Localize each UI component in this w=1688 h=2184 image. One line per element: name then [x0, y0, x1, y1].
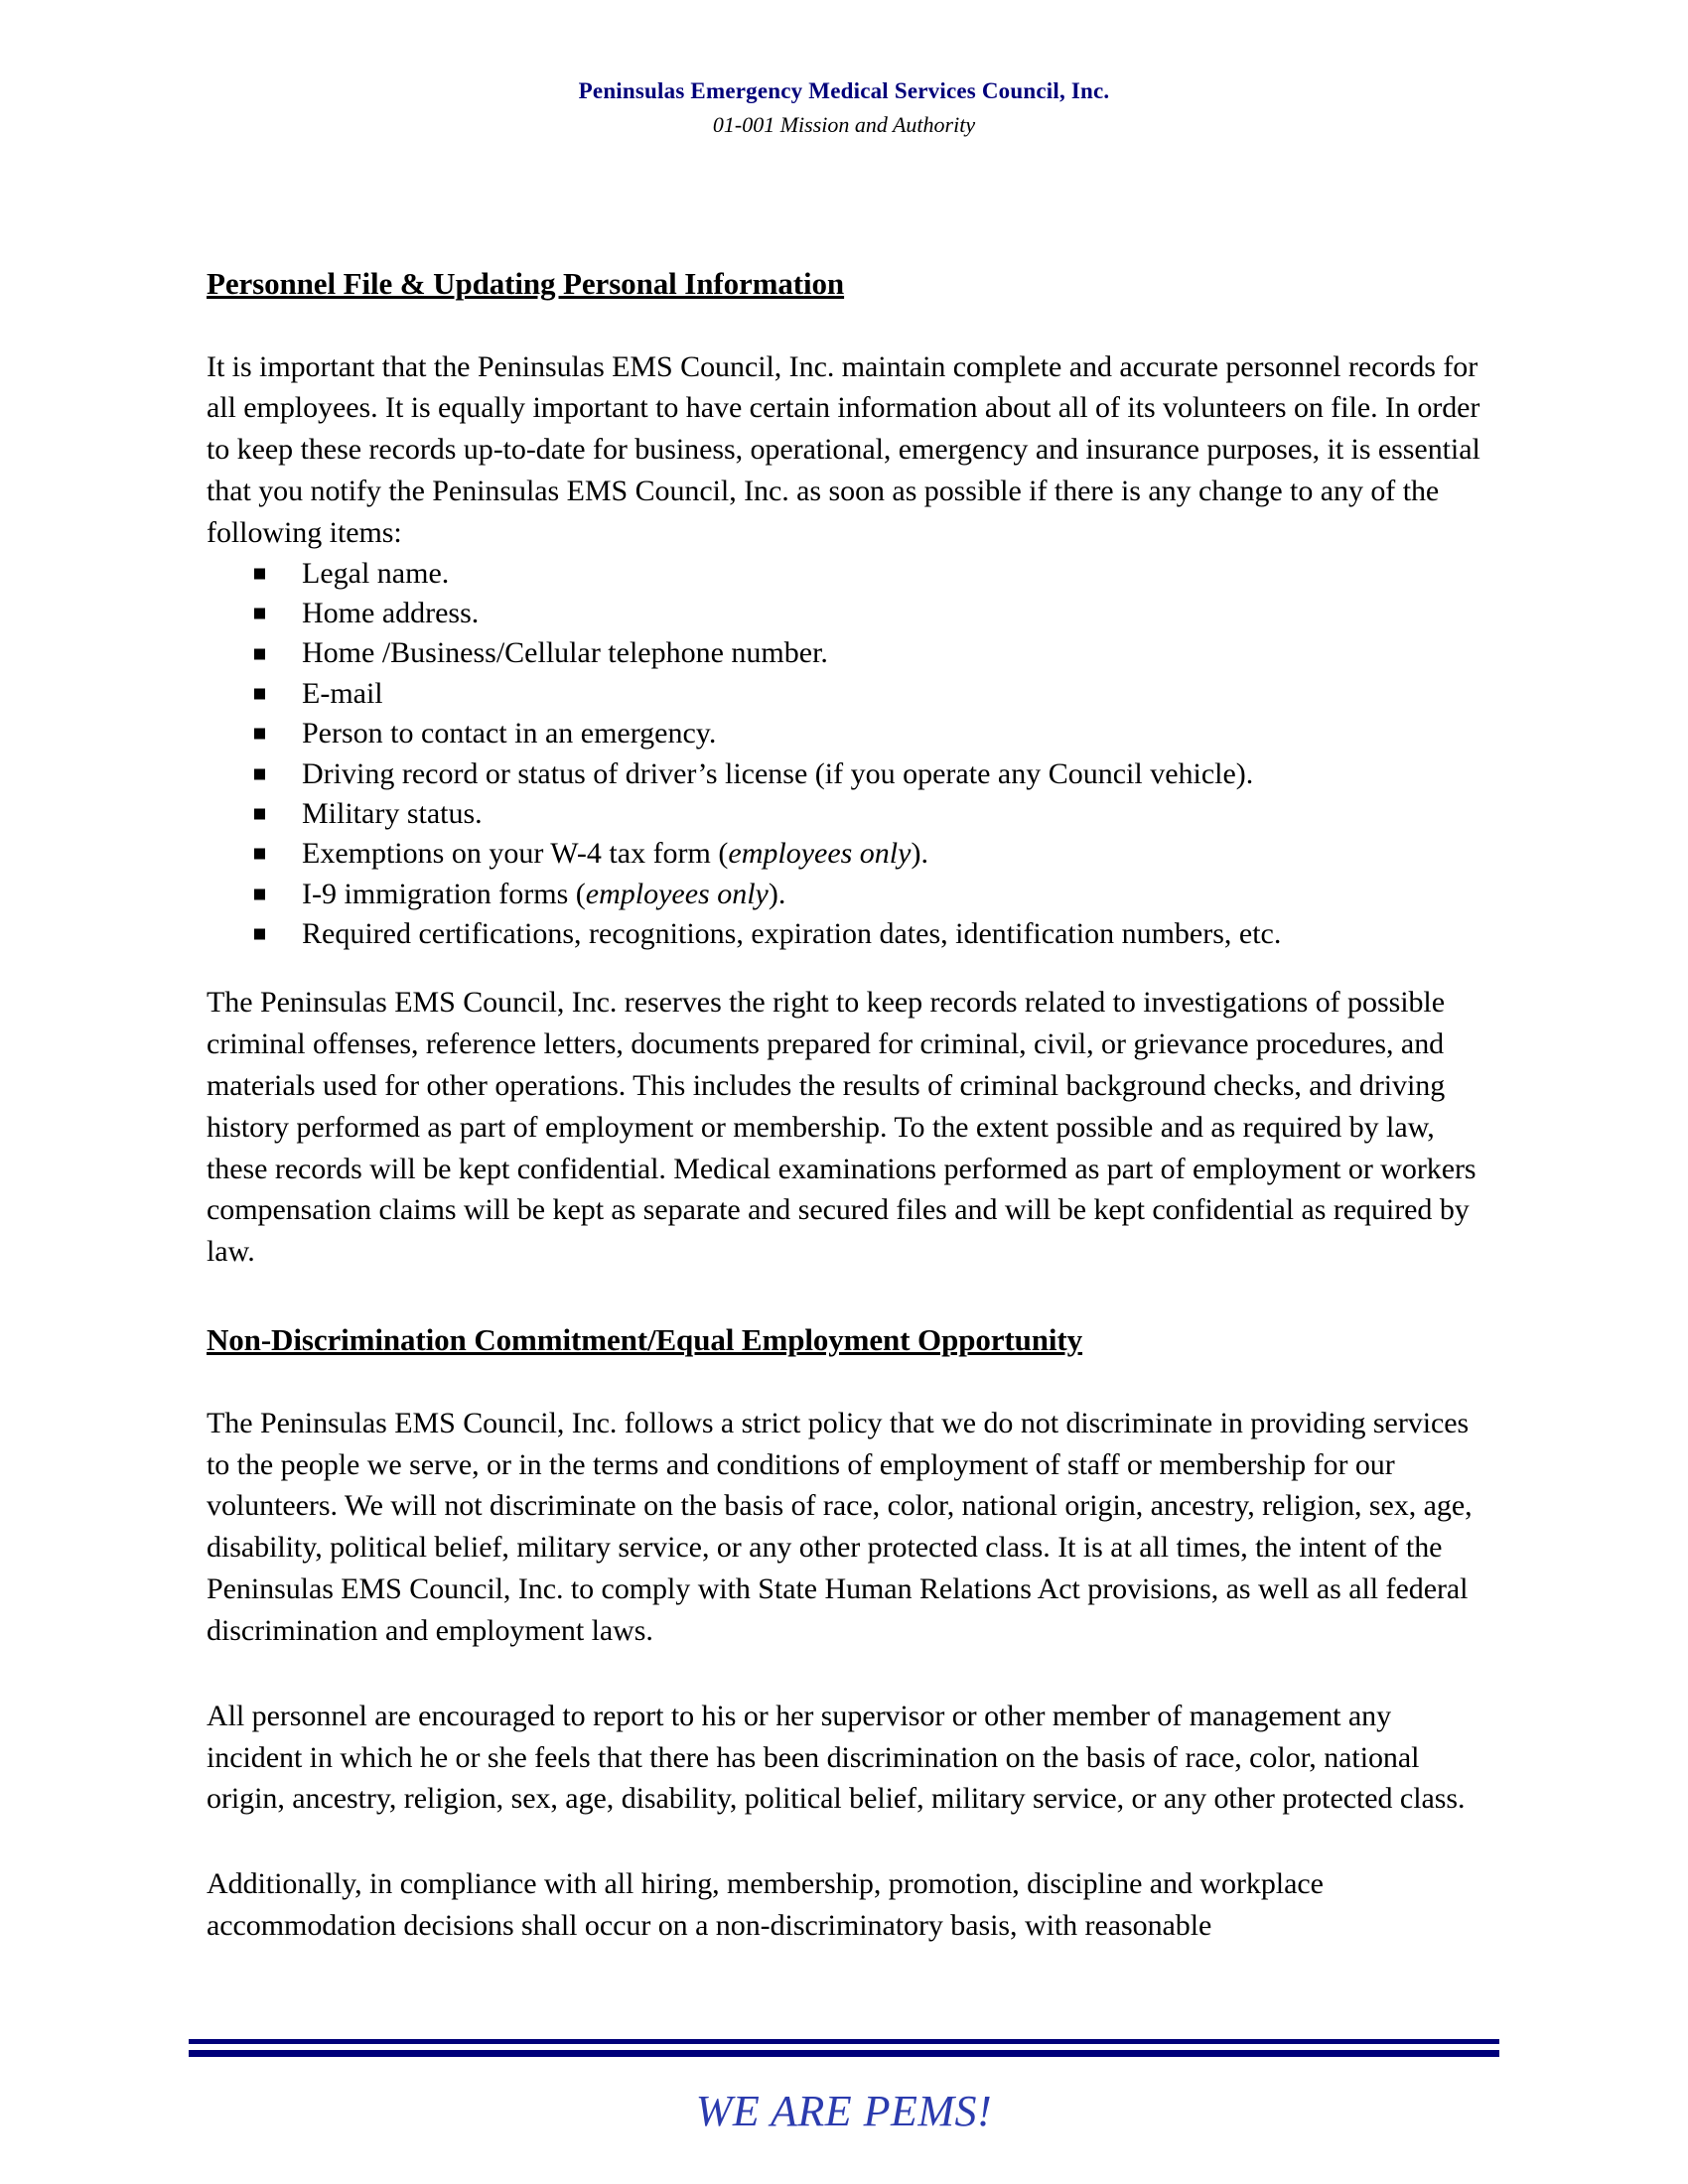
list-item [207, 794, 1485, 834]
list-item-label: Home address. [302, 597, 480, 630]
list-item-label: Home /Business/Cellular telephone number. [302, 636, 828, 670]
square-bullet-icon [254, 609, 265, 619]
document-body [207, 266, 1485, 1947]
paragraph-personnel-intro: It is important that the Peninsulas EMS Council, Inc. maintain complete and accurate personnel records for all employees. It is equally important to have certain information about all of its volunteers on file. In order to keep these records up-to-date for business, operational, emergency and insurance purposes, it is essential that you notify the Peninsulas EMS Council, Inc. as soon as possible if there is any change to any of the following items: [207, 349, 1480, 549]
paragraph-records-retention: The Peninsulas EMS Council, Inc. reserves the right to keep records related to investigations of possible criminal offenses, reference letters, documents prepared for criminal, civil, or grievance procedures, and materials used for other operations. This includes the results of criminal background checks, and driving history performed as part of employment or membership. To the extent possible and as required by law, these records will be kept confidential. Medical examinations performed as part of employment or workers compensation claims will be kept as separate and secured files and will be kept confidential as required by law. [207, 986, 1477, 1269]
spacer [207, 303, 1485, 346]
footer-divider [189, 2039, 1499, 2057]
spacer [207, 1652, 1485, 1696]
organization-name: Peninsulas Emergency Medical Services Council, Inc. [578, 78, 1110, 103]
list-item-label: Driving record or status of driver’s license (if you operate any Council vehicle). [302, 756, 1254, 790]
document-header [0, 77, 1688, 139]
list-item-label: Required certifications, recognitions, expiration dates, identification numbers, etc. [302, 916, 1282, 950]
section-heading-personnel-file: Personnel File & Updating Personal Information [207, 266, 845, 301]
list-item [207, 554, 1485, 594]
list-item-label-pre: I-9 immigration forms ( [302, 877, 586, 910]
list-item [207, 674, 1485, 714]
list-item [207, 834, 1485, 874]
list-item [207, 633, 1485, 673]
list-item-label-post: ). [911, 837, 928, 871]
list-item-label-post: ). [768, 877, 786, 910]
square-bullet-icon [254, 929, 265, 940]
square-bullet-icon [254, 849, 265, 860]
list-item-label: Person to contact in an emergency. [302, 717, 717, 751]
square-bullet-icon [254, 768, 265, 779]
list-item [207, 754, 1485, 794]
square-bullet-icon [254, 809, 265, 820]
list-item-label: Legal name. [302, 556, 450, 590]
spacer [207, 1273, 1485, 1322]
list-item [207, 594, 1485, 633]
section-heading-non-discrimination: Non-Discrimination Commitment/Equal Employment Opportunity [207, 1322, 1083, 1358]
list-item [207, 914, 1485, 954]
square-bullet-icon [254, 729, 265, 740]
paragraph-reporting-encouragement: All personnel are encouraged to report to his or her supervisor or other member of management any incident in which he or she feels that there has been discrimination on the basis of race, color, national origin, ancestry, religion, sex, age, disability, political belief, military service, or any other protected class. [207, 1699, 1466, 1816]
list-item [207, 714, 1485, 753]
square-bullet-icon [254, 888, 265, 899]
square-bullet-icon [254, 689, 265, 700]
document-subtitle: 01-001 Mission and Authority [712, 111, 976, 137]
paragraph-non-discrimination-policy: The Peninsulas EMS Council, Inc. follows a strict policy that we do not discriminate in providing services to the people we serve, or in the terms and conditions of employment of staff or membership for our volunteers. We will not discriminate on the basis of race, color, national origin, ancestry, religion, sex, age, disability, political belief, military service, or any other protected class. It is at all times, the intent of the Peninsulas EMS Council, Inc. to comply with State Human Relations Act provisions, as well as all federal discrimination and employment laws. [207, 1406, 1473, 1647]
list-item-label-emphasis: employees only [728, 837, 912, 871]
list-item-label: E-mail [302, 676, 383, 710]
square-bullet-icon [254, 648, 265, 659]
list-item-label-pre: Exemptions on your W-4 tax form ( [302, 837, 729, 871]
list-item-label-emphasis: employees only [585, 877, 769, 910]
personnel-info-list [207, 554, 1485, 954]
spacer [207, 1359, 1485, 1403]
footer-slogan: WE ARE PEMS! [695, 2087, 993, 2135]
list-item-label: Military status. [302, 796, 483, 830]
spacer [207, 954, 1485, 982]
square-bullet-icon [254, 568, 265, 579]
list-item [207, 875, 1485, 914]
paragraph-additional-compliance: Additionally, in compliance with all hiring, membership, promotion, discipline and workplace accommodation decisions shall occur on a non-discriminatory basis, with reasonable [207, 1867, 1324, 1943]
footer-rule-line-bottom [189, 2050, 1499, 2057]
spacer [207, 1820, 1485, 1863]
